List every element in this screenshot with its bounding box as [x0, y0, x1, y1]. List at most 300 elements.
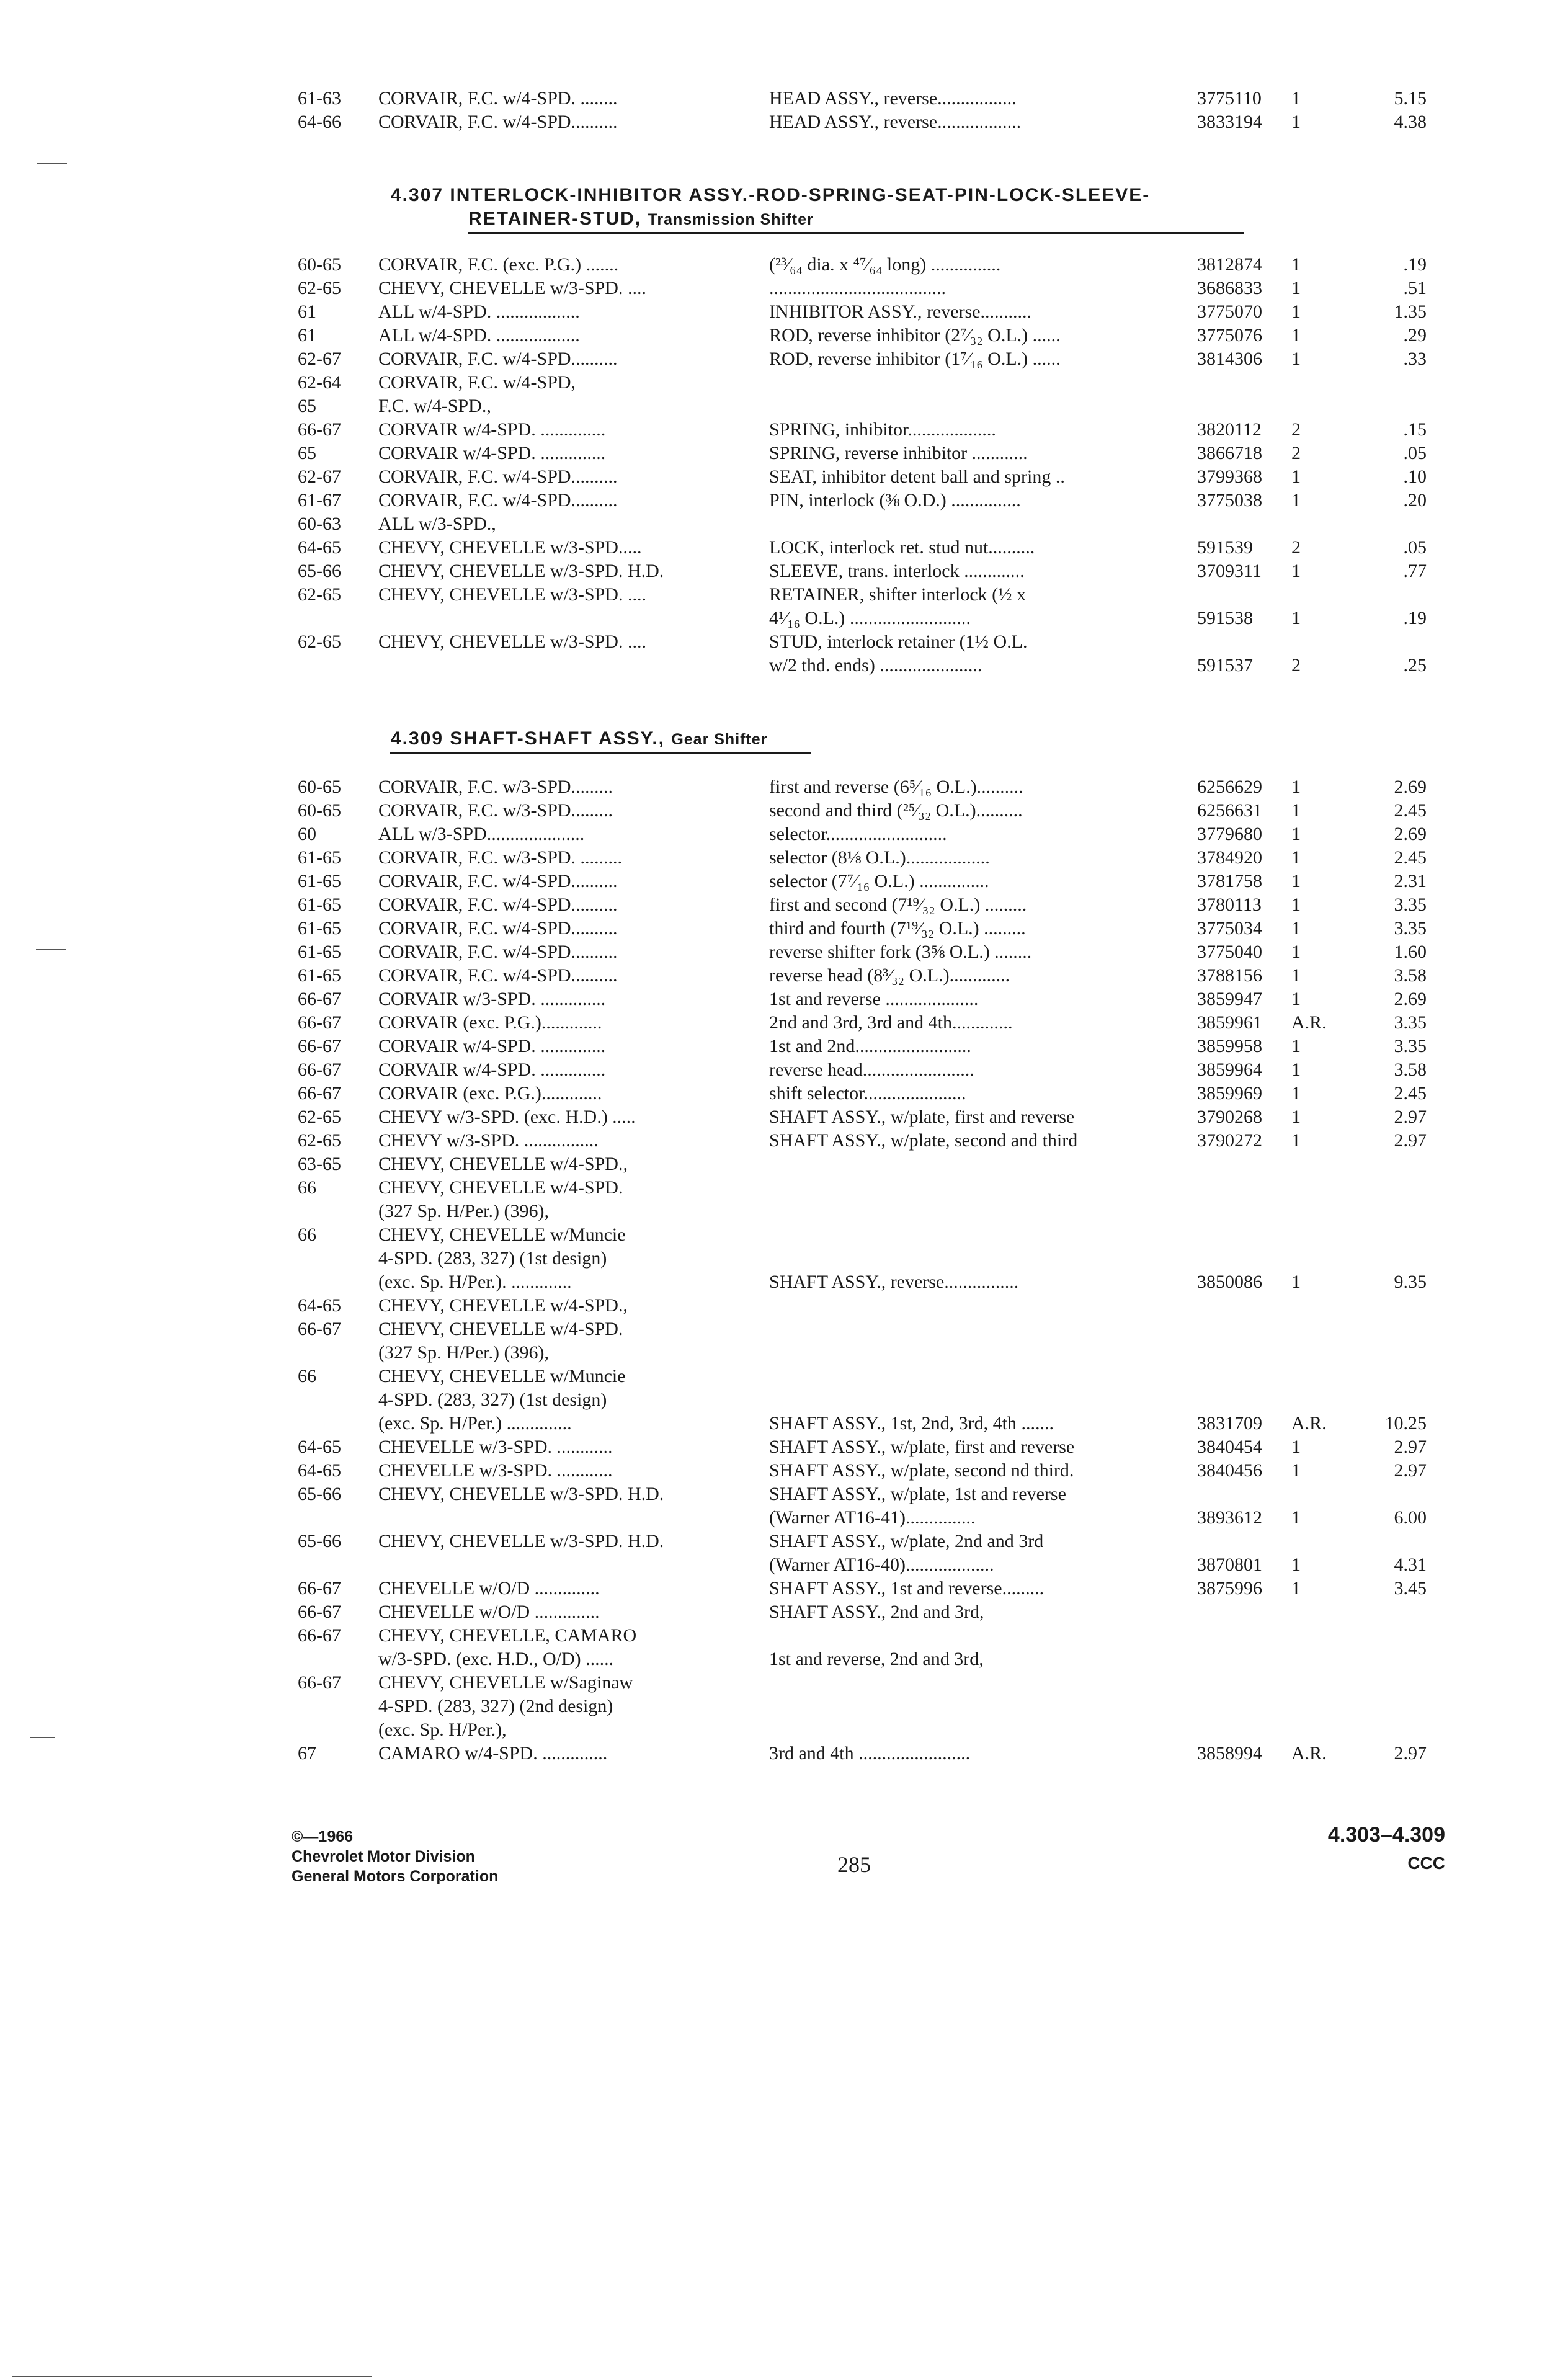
model-cell: CHEVY, CHEVELLE w/3-SPD. H.D. — [378, 561, 664, 581]
quantity-cell: 1 — [1291, 254, 1301, 275]
description-cell: second and third (²⁵⁄₃₂ O.L.).......... — [769, 800, 1023, 821]
table-row — [292, 630, 1458, 654]
quantity-cell: 1 — [1291, 490, 1301, 511]
description-cell: INHIBITOR ASSY., reverse........... — [769, 301, 1032, 322]
table-row — [292, 1530, 1458, 1553]
table-row — [292, 395, 1458, 418]
part-number-cell: 3799368 — [1197, 466, 1262, 487]
description-cell: 1st and reverse .................... — [769, 989, 979, 1009]
table-row — [292, 917, 1458, 940]
model-cell: w/3-SPD. (exc. H.D., O/D) ...... — [378, 1649, 614, 1669]
price-cell: 3.58 — [1394, 1059, 1427, 1080]
model-cell: CORVAIR w/4-SPD. .............. — [378, 443, 606, 463]
table-row — [292, 1388, 1458, 1412]
table-row — [292, 1058, 1458, 1082]
price-cell: 2.69 — [1394, 989, 1427, 1009]
year-cell: 62-65 — [298, 1107, 341, 1127]
price-cell: 2.97 — [1394, 1743, 1427, 1764]
part-number-cell: 591538 — [1197, 608, 1253, 628]
price-cell: 4.38 — [1394, 112, 1427, 132]
price-cell: .77 — [1403, 561, 1427, 581]
table-row — [292, 1247, 1458, 1270]
table-row — [292, 418, 1458, 442]
table-row — [292, 1553, 1458, 1577]
catalog-code: CCC — [1407, 1853, 1445, 1873]
table-row — [292, 87, 1458, 110]
year-cell: 63-65 — [298, 1154, 341, 1174]
part-number-cell: 3833194 — [1197, 112, 1262, 132]
quantity-cell: 1 — [1291, 1554, 1301, 1575]
price-cell: .29 — [1403, 325, 1427, 346]
division: Chevrolet Motor Division — [292, 1848, 475, 1865]
description-cell: SHAFT ASSY., 2nd and 3rd, — [769, 1602, 984, 1622]
table-row — [292, 277, 1458, 300]
model-cell: 4-SPD. (283, 327) (1st design) — [378, 1248, 607, 1269]
part-number-cell: 3775110 — [1197, 88, 1262, 109]
description-cell: ROD, reverse inhibitor (1⁷⁄₁₆ O.L.) ...... — [769, 349, 1061, 369]
section-range: 4.303–4.309 — [1327, 1823, 1445, 1847]
price-cell: .10 — [1403, 466, 1427, 487]
model-cell: CORVAIR w/4-SPD. .............. — [378, 1036, 606, 1056]
part-number-cell: 3780113 — [1197, 894, 1262, 915]
year-cell: 60 — [298, 824, 316, 844]
table-row — [292, 1718, 1458, 1742]
year-cell: 66-67 — [298, 1672, 341, 1693]
year-cell: 66-67 — [298, 989, 341, 1009]
price-cell: 3.35 — [1394, 894, 1427, 915]
part-number-cell: 3840454 — [1197, 1437, 1262, 1457]
part-number-cell: 3775038 — [1197, 490, 1262, 511]
year-cell: 61-63 — [298, 88, 341, 109]
part-number-cell: 3788156 — [1197, 965, 1262, 986]
year-cell: 61-67 — [298, 490, 341, 511]
description-cell: ...................................... — [769, 278, 946, 298]
table-row — [292, 1624, 1458, 1648]
margin-mark — [37, 163, 67, 164]
quantity-cell: 1 — [1291, 1036, 1301, 1056]
table-row — [292, 964, 1458, 988]
quantity-cell: 1 — [1291, 894, 1301, 915]
description-cell: third and fourth (7¹⁹⁄₃₂ O.L.) ......... — [769, 918, 1026, 939]
year-cell: 62-65 — [298, 584, 341, 605]
table-row — [292, 512, 1458, 536]
model-cell: CORVAIR w/4-SPD. .............. — [378, 419, 606, 440]
year-cell: 60-63 — [298, 514, 341, 534]
description-cell: ROD, reverse inhibitor (2⁷⁄₃₂ O.L.) ...... — [769, 325, 1061, 346]
description-cell: SHAFT ASSY., 1st and reverse......... — [769, 1578, 1045, 1599]
part-number-cell: 3779680 — [1197, 824, 1262, 844]
description-cell: SHAFT ASSY., w/plate, second nd third. — [769, 1460, 1074, 1481]
quantity-cell: 2 — [1291, 443, 1301, 463]
table-row — [292, 940, 1458, 964]
part-number-cell: 3859969 — [1197, 1083, 1262, 1104]
top-rows — [292, 87, 1458, 134]
part-number-cell: 3775040 — [1197, 942, 1262, 962]
part-number-cell: 3781758 — [1197, 871, 1262, 891]
description-cell: first and reverse (6⁵⁄₁₆ O.L.).......... — [769, 777, 1023, 797]
description-cell: SHAFT ASSY., w/plate, second and third — [769, 1130, 1078, 1151]
model-cell: CAMARO w/4-SPD. .............. — [378, 1743, 608, 1764]
price-cell: 3.58 — [1394, 965, 1427, 986]
year-cell: 64-65 — [298, 1460, 341, 1481]
table-row — [292, 536, 1458, 560]
part-number-cell: 3686833 — [1197, 278, 1262, 298]
table-row — [292, 846, 1458, 870]
table-row — [292, 1035, 1458, 1058]
year-cell: 60-65 — [298, 777, 341, 797]
section-heading-4309: 4.309 SHAFT-SHAFT ASSY., Gear Shifter — [391, 728, 768, 749]
year-cell: 62-65 — [298, 1130, 341, 1151]
description-cell: (Warner AT16-41)............... — [769, 1507, 976, 1528]
quantity-cell: 1 — [1291, 871, 1301, 891]
table-row — [292, 110, 1458, 134]
quantity-cell: 1 — [1291, 561, 1301, 581]
part-number-cell: 3709311 — [1197, 561, 1262, 581]
price-cell: 6.00 — [1394, 1507, 1427, 1528]
year-cell: 61-65 — [298, 894, 341, 915]
description-cell: SHAFT ASSY., w/plate, first and reverse — [769, 1107, 1075, 1127]
quantity-cell: 1 — [1291, 847, 1301, 868]
model-cell: CHEVY, CHEVELLE w/3-SPD. .... — [378, 631, 646, 652]
table-row — [292, 1483, 1458, 1506]
table-row — [292, 465, 1458, 489]
table-row — [292, 775, 1458, 799]
model-cell: CHEVELLE w/O/D .............. — [378, 1578, 600, 1599]
year-cell: 62-65 — [298, 278, 341, 298]
heading-underline — [468, 232, 1244, 234]
model-cell: CORVAIR, F.C. w/4-SPD.......... — [378, 466, 618, 487]
table-row — [292, 1365, 1458, 1388]
model-cell: CHEVY w/3-SPD. (exc. H.D.) ..... — [378, 1107, 636, 1127]
model-cell: CHEVY, CHEVELLE w/3-SPD. .... — [378, 584, 646, 605]
price-cell: 9.35 — [1394, 1272, 1427, 1292]
table-row — [292, 1200, 1458, 1223]
quantity-cell: 1 — [1291, 965, 1301, 986]
quantity-cell: 1 — [1291, 349, 1301, 369]
copyright: ©—1966 — [292, 1828, 354, 1845]
model-cell: CHEVY, CHEVELLE w/4-SPD. — [378, 1177, 623, 1198]
description-cell: 3rd and 4th ........................ — [769, 1743, 971, 1764]
model-cell: CHEVY, CHEVELLE w/Saginaw — [378, 1672, 633, 1693]
price-cell: 2.31 — [1394, 871, 1427, 891]
table-row — [292, 1648, 1458, 1671]
price-cell: 2.97 — [1394, 1460, 1427, 1481]
year-cell: 66-67 — [298, 419, 341, 440]
quantity-cell: 1 — [1291, 112, 1301, 132]
description-cell: 1st and reverse, 2nd and 3rd, — [769, 1649, 984, 1669]
description-cell: RETAINER, shifter interlock (½ x — [769, 584, 1027, 605]
year-cell: 65-66 — [298, 1484, 341, 1504]
price-cell: 2.97 — [1394, 1130, 1427, 1151]
model-cell: CORVAIR, F.C. w/4-SPD.......... — [378, 942, 618, 962]
quantity-cell: 1 — [1291, 1083, 1301, 1104]
table-row — [292, 1082, 1458, 1105]
model-cell: (exc. Sp. H/Per.). ............. — [378, 1272, 572, 1292]
part-number-cell: 3850086 — [1197, 1272, 1262, 1292]
model-cell: CORVAIR, F.C. w/3-SPD. ......... — [378, 847, 623, 868]
model-cell: CORVAIR, F.C. w/4-SPD.......... — [378, 918, 618, 939]
description-cell: w/2 thd. ends) ...................... — [769, 655, 982, 676]
table-row — [292, 988, 1458, 1011]
year-cell: 61 — [298, 325, 316, 346]
table-row — [292, 1341, 1458, 1365]
description-cell: (²³⁄₆₄ dia. x ⁴⁷⁄₆₄ long) ............... — [769, 254, 1001, 275]
description-cell: 4¹⁄₁₆ O.L.) .......................... — [769, 608, 971, 628]
description-cell: SPRING, reverse inhibitor ............ — [769, 443, 1028, 463]
page-number: 285 — [837, 1852, 871, 1877]
quantity-cell: A.R. — [1291, 1743, 1327, 1764]
part-number-cell: 3875996 — [1197, 1578, 1262, 1599]
year-cell: 66-67 — [298, 1319, 341, 1339]
year-cell: 64-65 — [298, 537, 341, 558]
quantity-cell: 1 — [1291, 1578, 1301, 1599]
year-cell: 62-67 — [298, 466, 341, 487]
model-cell: CORVAIR w/3-SPD. .............. — [378, 989, 606, 1009]
table-row — [292, 893, 1458, 917]
model-cell: CHEVY, CHEVELLE w/4-SPD., — [378, 1295, 628, 1316]
year-cell: 61-65 — [298, 918, 341, 939]
part-number-cell: 3775070 — [1197, 301, 1262, 322]
table-row — [292, 1129, 1458, 1153]
model-cell: CORVAIR, F.C. w/4-SPD.......... — [378, 349, 618, 369]
price-cell: 2.97 — [1394, 1107, 1427, 1127]
table-row — [292, 1459, 1458, 1483]
quantity-cell: 1 — [1291, 1460, 1301, 1481]
footer-publisher — [292, 1827, 498, 1886]
price-cell: 3.35 — [1394, 1012, 1427, 1033]
year-cell: 66-67 — [298, 1083, 341, 1104]
part-number-cell: 591539 — [1197, 537, 1253, 558]
table-row — [292, 1011, 1458, 1035]
model-cell: 4-SPD. (283, 327) (2nd design) — [378, 1696, 613, 1716]
price-cell: 10.25 — [1384, 1413, 1427, 1434]
quantity-cell: 1 — [1291, 1059, 1301, 1080]
description-cell: reverse head (8³⁄₃₂ O.L.)............. — [769, 965, 1010, 986]
table-row — [292, 607, 1458, 630]
price-cell: 3.35 — [1394, 1036, 1427, 1056]
year-cell: 67 — [298, 1743, 316, 1764]
year-cell: 66 — [298, 1224, 316, 1245]
part-number-cell: 3859964 — [1197, 1059, 1262, 1080]
description-cell: shift selector...................... — [769, 1083, 966, 1104]
price-cell: .05 — [1403, 537, 1427, 558]
quantity-cell: 1 — [1291, 88, 1301, 109]
part-number-cell: 3859961 — [1197, 1012, 1262, 1033]
part-number-cell: 3866718 — [1197, 443, 1262, 463]
year-cell: 62-67 — [298, 349, 341, 369]
description-cell: (Warner AT16-40)................... — [769, 1554, 994, 1575]
description-cell: selector (8⅛ O.L.).................. — [769, 847, 990, 868]
year-cell: 65-66 — [298, 561, 341, 581]
part-number-cell: 3858994 — [1197, 1743, 1262, 1764]
quantity-cell: A.R. — [1291, 1413, 1327, 1434]
model-cell: CORVAIR, F.C. w/4-SPD, — [378, 372, 576, 393]
table-row — [292, 1153, 1458, 1176]
margin-mark — [30, 1737, 55, 1738]
part-number-cell: 3812874 — [1197, 254, 1262, 275]
price-cell: 2.45 — [1394, 800, 1427, 821]
heading-subtitle: Transmission Shifter — [648, 211, 814, 228]
table-row — [292, 442, 1458, 465]
model-cell: 4-SPD. (283, 327) (1st design) — [378, 1389, 607, 1410]
model-cell: CHEVY w/3-SPD. ................ — [378, 1130, 599, 1151]
description-cell: SHAFT ASSY., w/plate, 1st and reverse — [769, 1484, 1066, 1504]
price-cell: .33 — [1403, 349, 1427, 369]
year-cell: 62-64 — [298, 372, 341, 393]
part-number-cell: 3814306 — [1197, 349, 1262, 369]
model-cell: CHEVELLE w/O/D .............. — [378, 1602, 600, 1622]
table-row — [292, 300, 1458, 324]
year-cell: 65 — [298, 396, 316, 416]
model-cell: (exc. Sp. H/Per.) .............. — [378, 1413, 572, 1434]
description-cell: LOCK, interlock ret. stud nut.......... — [769, 537, 1035, 558]
price-cell: 1.60 — [1394, 942, 1427, 962]
table-row — [292, 324, 1458, 347]
table-row — [292, 1318, 1458, 1341]
table-row — [292, 489, 1458, 512]
model-cell: CORVAIR, F.C. w/4-SPD.......... — [378, 965, 618, 986]
price-cell: .19 — [1403, 254, 1427, 275]
part-number-cell: 3893612 — [1197, 1507, 1262, 1528]
year-cell: 64-65 — [298, 1437, 341, 1457]
part-number-cell: 3840456 — [1197, 1460, 1262, 1481]
quantity-cell: 2 — [1291, 419, 1301, 440]
description-cell: HEAD ASSY., reverse................. — [769, 88, 1017, 109]
description-cell: SHAFT ASSY., w/plate, 2nd and 3rd — [769, 1531, 1044, 1551]
heading-line-1: 4.307 INTERLOCK-INHIBITOR ASSY.-ROD-SPRING-SEAT-PIN-LOCK-SLEEVE- — [391, 185, 1151, 205]
year-cell: 66-67 — [298, 1578, 341, 1599]
model-cell: CHEVELLE w/3-SPD. ............ — [378, 1437, 613, 1457]
quantity-cell: 1 — [1291, 1130, 1301, 1151]
year-cell: 66-67 — [298, 1625, 341, 1646]
description-cell: SEAT, inhibitor detent ball and spring .. — [769, 466, 1065, 487]
quantity-cell: 1 — [1291, 800, 1301, 821]
heading-line-2: RETAINER-STUD, Transmission Shifter — [468, 208, 814, 229]
table-row — [292, 1412, 1458, 1435]
model-cell: (exc. Sp. H/Per.), — [378, 1719, 507, 1740]
table-row — [292, 1577, 1458, 1600]
price-cell: 2.45 — [1394, 1083, 1427, 1104]
corporation: General Motors Corporation — [292, 1868, 499, 1885]
description-cell: reverse shifter fork (3⅝ O.L.) ........ — [769, 942, 1032, 962]
quantity-cell: 1 — [1291, 1107, 1301, 1127]
table-row — [292, 1695, 1458, 1718]
quantity-cell: 2 — [1291, 537, 1301, 558]
table-row — [292, 347, 1458, 371]
quantity-cell: 1 — [1291, 1437, 1301, 1457]
table-row — [292, 1435, 1458, 1459]
heading-subtitle: Gear Shifter — [671, 731, 768, 748]
table-row — [292, 1105, 1458, 1129]
year-cell: 66-67 — [298, 1059, 341, 1080]
model-cell: ALL w/3-SPD., — [378, 514, 496, 534]
year-cell: 61-65 — [298, 965, 341, 986]
quantity-cell: 1 — [1291, 278, 1301, 298]
year-cell: 60-65 — [298, 800, 341, 821]
model-cell: CORVAIR w/4-SPD. .............. — [378, 1059, 606, 1080]
model-cell: CORVAIR (exc. P.G.)............. — [378, 1083, 602, 1104]
description-cell: first and second (7¹⁹⁄₃₂ O.L.) ......... — [769, 894, 1027, 915]
model-cell: CORVAIR, F.C. w/4-SPD. ........ — [378, 88, 618, 109]
model-cell: CHEVY, CHEVELLE w/3-SPD. H.D. — [378, 1531, 664, 1551]
description-cell: selector (7⁷⁄₁₆ O.L.) ............... — [769, 871, 989, 891]
year-cell: 61-65 — [298, 847, 341, 868]
model-cell: CORVAIR, F.C. w/3-SPD......... — [378, 800, 613, 821]
price-cell: .05 — [1403, 443, 1427, 463]
price-cell: .15 — [1403, 419, 1427, 440]
model-cell: CHEVY, CHEVELLE w/3-SPD..... — [378, 537, 642, 558]
quantity-cell: 1 — [1291, 918, 1301, 939]
table-row — [292, 1223, 1458, 1247]
footer-range — [1241, 1821, 1445, 1878]
table-row — [292, 583, 1458, 607]
part-number-cell: 3870801 — [1197, 1554, 1262, 1575]
quantity-cell: 2 — [1291, 655, 1301, 676]
year-cell: 61-65 — [298, 871, 341, 891]
model-cell: CHEVY, CHEVELLE w/3-SPD. .... — [378, 278, 646, 298]
part-number-cell: 6256629 — [1197, 777, 1262, 797]
description-cell: reverse head........................ — [769, 1059, 974, 1080]
description-cell: PIN, interlock (⅜ O.D.) ............... — [769, 490, 1021, 511]
year-cell: 61 — [298, 301, 316, 322]
quantity-cell: A.R. — [1291, 1012, 1327, 1033]
year-cell: 65-66 — [298, 1531, 341, 1551]
description-cell: SHAFT ASSY., w/plate, first and reverse — [769, 1437, 1075, 1457]
model-cell: CORVAIR, F.C. w/3-SPD......... — [378, 777, 613, 797]
model-cell: F.C. w/4-SPD., — [378, 396, 491, 416]
table-row — [292, 1294, 1458, 1318]
section-4309-rows — [292, 775, 1458, 1765]
year-cell: 66 — [298, 1366, 316, 1386]
price-cell: 5.15 — [1394, 88, 1427, 109]
quantity-cell: 1 — [1291, 1272, 1301, 1292]
year-cell: 61-65 — [298, 942, 341, 962]
part-number-cell: 3820112 — [1197, 419, 1262, 440]
section-4307-rows — [292, 253, 1458, 677]
part-number-cell: 3859958 — [1197, 1036, 1262, 1056]
quantity-cell: 1 — [1291, 942, 1301, 962]
part-number-cell: 3784920 — [1197, 847, 1262, 868]
table-row — [292, 1742, 1458, 1765]
quantity-cell: 1 — [1291, 301, 1301, 322]
price-cell: 2.97 — [1394, 1437, 1427, 1457]
margin-mark — [36, 949, 66, 950]
part-number-cell: 3831709 — [1197, 1413, 1262, 1434]
section-heading-4307 — [391, 184, 1150, 231]
description-cell: HEAD ASSY., reverse.................. — [769, 112, 1022, 132]
price-cell: .25 — [1403, 655, 1427, 676]
price-cell: .51 — [1403, 278, 1427, 298]
price-cell: 2.69 — [1394, 777, 1427, 797]
part-number-cell: 3775076 — [1197, 325, 1262, 346]
part-number-cell: 591537 — [1197, 655, 1253, 676]
table-row — [292, 823, 1458, 846]
model-cell: CHEVY, CHEVELLE, CAMARO — [378, 1625, 637, 1646]
price-cell: .20 — [1403, 490, 1427, 511]
table-row — [292, 870, 1458, 893]
description-cell: 1st and 2nd......................... — [769, 1036, 971, 1056]
table-row — [292, 654, 1458, 677]
part-number-cell: 3790268 — [1197, 1107, 1262, 1127]
model-cell: CORVAIR (exc. P.G.)............. — [378, 1012, 602, 1033]
price-cell: 4.31 — [1394, 1554, 1427, 1575]
quantity-cell: 1 — [1291, 1507, 1301, 1528]
year-cell: 66 — [298, 1177, 316, 1198]
model-cell: ALL w/3-SPD..................... — [378, 824, 585, 844]
year-cell: 66-67 — [298, 1012, 341, 1033]
model-cell: CORVAIR, F.C. w/4-SPD.......... — [378, 871, 618, 891]
model-cell: ALL w/4-SPD. .................. — [378, 325, 580, 346]
